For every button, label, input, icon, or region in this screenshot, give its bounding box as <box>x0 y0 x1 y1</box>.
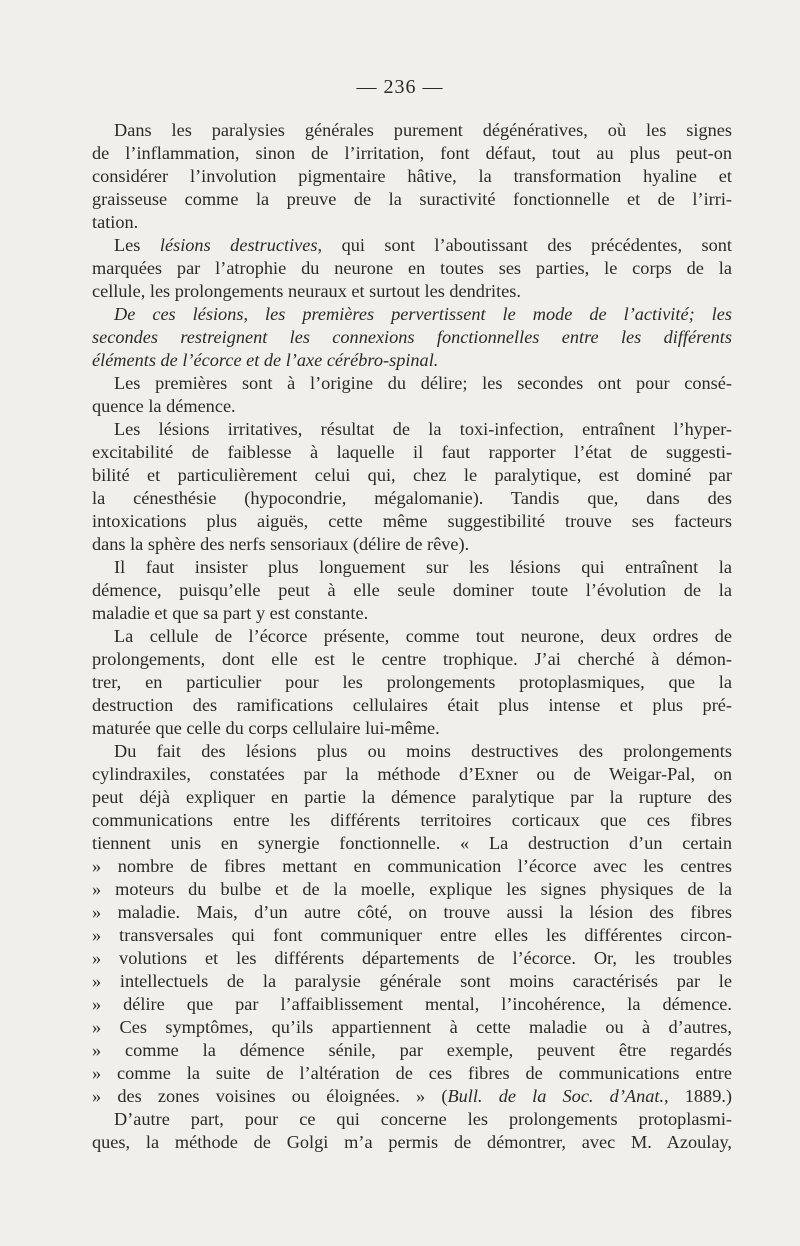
text-line: la cénesthésie (hypocondrie, mégalomanie). Tandis que, dans des <box>92 488 732 508</box>
text-line: » transversales qui font communiquer entre elles les différentes circon- <box>92 925 732 945</box>
text-line: maladie et que sa part y est constante. <box>92 603 369 623</box>
text-line: » délire que par l’affaiblissement mental, l’incohérence, la démence. <box>92 994 732 1014</box>
text-run: qui sont l’aboutissant des précédentes, sont <box>322 235 733 255</box>
text-line: » Ces symptômes, qu’ils appartiennent à cette maladie ou à d’autres, <box>92 1017 732 1037</box>
text-line: » moteurs du bulbe et de la moelle, explique les signes physiques de la <box>92 879 732 899</box>
text-line: » comme la démence sénile, par exemple, peuvent être regardés <box>92 1040 732 1060</box>
text-line: Du fait des lésions plus ou moins destructives des prolongements <box>114 741 732 761</box>
text-line: » volutions et les différents départements de l’écorce. Or, les troubles <box>92 948 732 968</box>
text-line: tiennent unis en synergie fonctionnelle. « La destruction d’un certain <box>92 833 732 853</box>
text-run: » des zones voisines ou éloignées. » ( <box>92 1086 448 1106</box>
italic-run: éléments de l’écorce et de l’axe cérébro-spinal. <box>92 350 439 370</box>
text-line: La cellule de l’écorce présente, comme tout neurone, deux ordres de <box>114 626 732 646</box>
text-line: maturée que celle du corps cellulaire lui-même. <box>92 718 440 738</box>
text-line: cellule, les prolongements neuraux et surtout les dendrites. <box>92 281 521 301</box>
text-line <box>92 1085 732 1108</box>
text-line: destruction des ramifications cellulaires était plus intense et plus pré- <box>92 695 732 715</box>
text-line: graisseuse comme la preuve de la suractivité fonctionnelle et de l’irri- <box>92 189 732 209</box>
text-line: excitabilité de faiblesse à laquelle il faut rapporter l’état de suggesti- <box>92 442 732 462</box>
text-line: » nombre de fibres mettant en communication l’écorce avec les centres <box>92 856 732 876</box>
text-run: 1889.) <box>668 1086 732 1106</box>
text-line: Les premières sont à l’origine du délire; les secondes ont pour consé- <box>114 373 732 393</box>
text-line: considérer l’involution pigmentaire hâtive, la transformation hyaline et <box>92 166 732 186</box>
text-line: » intellectuels de la paralysie générale sont moins caractérisés par le <box>92 971 732 991</box>
italic-run: secondes restreignent les connexions fonctionnelles entre les différents <box>92 327 732 347</box>
text-line <box>92 326 732 349</box>
text-line: démence, puisqu’elle peut à elle seule dominer toute l’évolution de la <box>92 580 732 600</box>
text-line: intoxications plus aiguës, cette même suggestibilité trouve ses facteurs <box>92 511 732 531</box>
text-line: cylindraxiles, constatées par la méthode d’Exner ou de Weigar-Pal, on <box>92 764 732 784</box>
text-line: trer, en particulier pour les prolongements protoplasmiques, que la <box>92 672 732 692</box>
text-line: tation. <box>92 212 139 232</box>
text-line <box>92 234 732 257</box>
text-line: ques, la méthode de Golgi m’a permis de démontrer, avec M. Azoulay, <box>92 1132 732 1152</box>
text-line <box>92 349 732 372</box>
text-line: Dans les paralysies générales purement dégénératives, où les signes <box>114 120 732 140</box>
text-line: bilité et particulièrement celui qui, chez le paralytique, est dominé par <box>92 465 732 485</box>
text-line: » maladie. Mais, d’un autre côté, on trouve aussi la lésion des fibres <box>92 902 732 922</box>
text-line: D’autre part, pour ce qui concerne les prolongements protoplasmi- <box>114 1109 732 1129</box>
body-text <box>92 119 732 1154</box>
text-line: prolongements, dont elle est le centre trophique. J’ai cherché à démon- <box>92 649 732 669</box>
page-number: — 236 — <box>356 76 444 98</box>
text-line: de l’inflammation, sinon de l’irritation, font défaut, tout au plus peut-on <box>92 143 732 163</box>
text-line: » comme la suite de l’altération de ces fibres de communications entre <box>92 1063 732 1083</box>
text-line: peut déjà expliquer en partie la démence paralytique par la rupture des <box>92 787 732 807</box>
text-line: Les lésions irritatives, résultat de la toxi-infection, entraînent l’hyper- <box>114 419 732 439</box>
text-line: Il faut insister plus longuement sur les lésions qui entraînent la <box>114 557 732 577</box>
italic-run: De ces lésions, les premières pervertissent le mode de l’activité; les <box>114 304 732 324</box>
italic-run: Bull. de la Soc. d’Anat., <box>447 1086 669 1106</box>
text-run: Les <box>114 235 160 255</box>
text-line: marquées par l’atrophie du neurone en toutes ses parties, le corps de la <box>92 258 732 278</box>
text-line: dans la sphère des nerfs sensoriaux (délire de rêve). <box>92 534 470 554</box>
text-line: quence la démence. <box>92 396 236 416</box>
text-line: communications entre les différents territoires corticaux que ces fibres <box>92 810 732 830</box>
text-line <box>92 303 732 326</box>
italic-run: lésions destructives, <box>159 235 323 255</box>
